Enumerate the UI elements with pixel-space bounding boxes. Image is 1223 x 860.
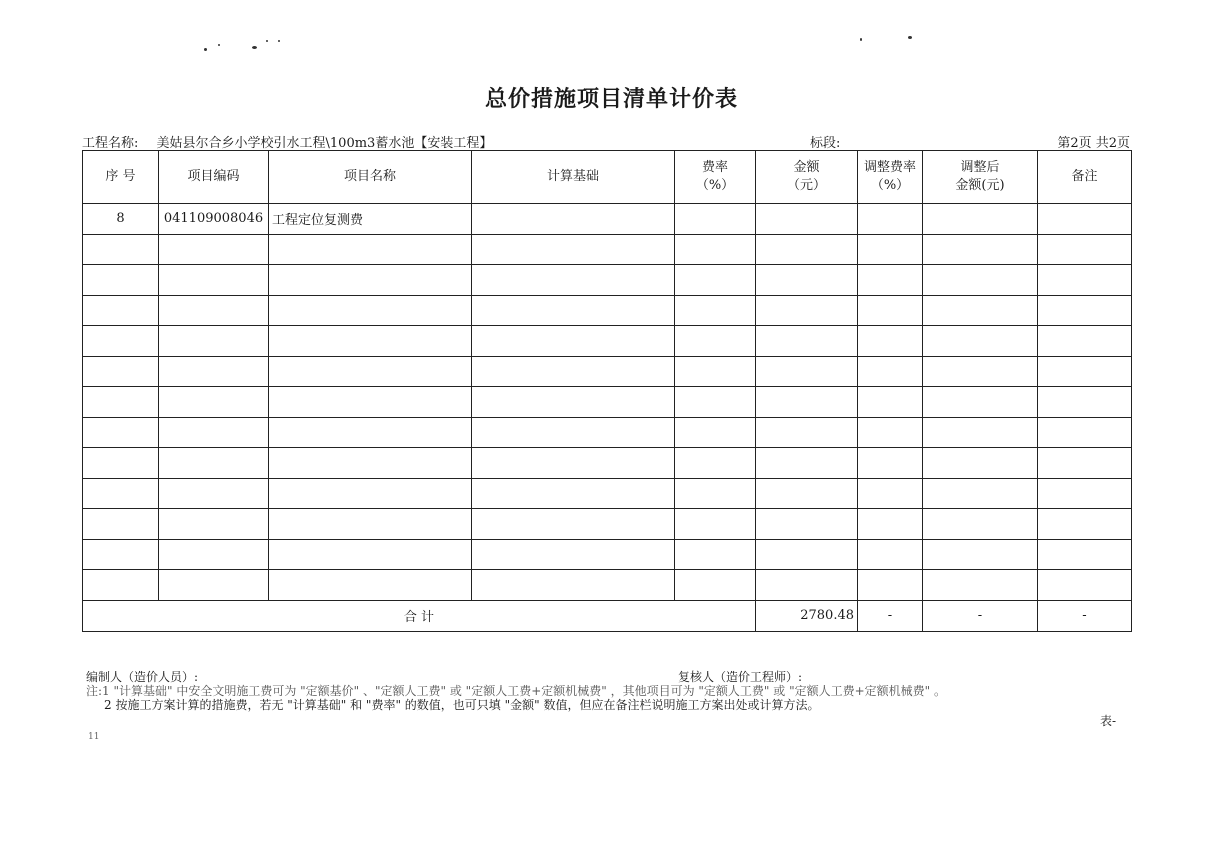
document-title: 总价措施项目清单计价表 [484, 86, 738, 112]
scan-speck [218, 44, 220, 46]
table-row-empty [83, 326, 1132, 357]
table-row-empty [83, 234, 1132, 265]
measure-cost-table [82, 150, 1132, 632]
section-label: 标段: [810, 136, 841, 151]
cell-code: 041109008046 [159, 204, 269, 235]
col-header-adj-amount: 调整后 金额(元) [923, 151, 1038, 204]
cell-basis [472, 204, 675, 235]
total-adj-rate: - [858, 600, 923, 631]
table-row-empty [83, 539, 1132, 570]
table-header-row [83, 151, 1132, 204]
scan-speck [252, 46, 257, 49]
scan-speck [266, 40, 268, 42]
scan-speck [278, 40, 280, 42]
table-row-empty [83, 265, 1132, 296]
col-header-basis: 计算基础 [472, 151, 675, 204]
col-header-amount: 金额 （元） [756, 151, 858, 204]
table-row-empty [83, 478, 1132, 509]
total-remark: - [1038, 600, 1132, 631]
document-info-row [82, 132, 1130, 150]
col-header-name: 项目名称 [269, 151, 472, 204]
page-info: 第2页 共2页 [1057, 136, 1130, 151]
col-header-seq: 序 号 [83, 151, 159, 204]
reviewer-label: 复核人（造价工程师）: [678, 670, 803, 684]
form-number: 表- [1100, 714, 1117, 728]
total-label: 合 计 [83, 600, 756, 631]
cell-amount [756, 204, 858, 235]
scan-speck [204, 48, 207, 51]
total-adj-amount: - [923, 600, 1038, 631]
table-row [83, 204, 1132, 235]
cell-adj-rate [858, 204, 923, 235]
scan-speck [860, 38, 862, 41]
footnote-2: 2 按施工方案计算的措施费，若无 "计算基础" 和 "费率" 的数值，也可只填 "金额" 数值，但应在备注栏说明施工方案出处或计算方法。 [104, 698, 820, 712]
table-row-empty [83, 509, 1132, 540]
table-row-empty [83, 387, 1132, 418]
total-amount: 2780.48 [756, 600, 858, 631]
col-header-code: 项目编码 [159, 151, 269, 204]
project-name-line [82, 132, 492, 151]
cell-seq: 8 [83, 204, 159, 235]
table-row-empty [83, 295, 1132, 326]
project-name: 美姑县尔合乡小学校引水工程\100m3蓄水池【安装工程】 [156, 136, 493, 151]
col-header-adj-rate: 调整费率 （%） [858, 151, 923, 204]
cell-rate [675, 204, 756, 235]
project-name-label: 工程名称: [82, 136, 139, 151]
table-row-empty [83, 417, 1132, 448]
table-row-empty [83, 570, 1132, 601]
col-header-remark: 备注 [1038, 151, 1132, 204]
footnote-1: 注:1 "计算基础" 中安全文明施工费可为 "定额基价" 、"定额人工费" 或 "定额人工费+定额机械费" ，其他项目可为 "定额人工费" 或 "定额人工费+定额机械费" 。 [86, 684, 946, 698]
table-row-empty [83, 356, 1132, 387]
scan-speck [908, 36, 912, 39]
cell-adj-amount [923, 204, 1038, 235]
corner-mark: 11 [88, 732, 100, 742]
preparer-label: 编制人（造价人员）: [86, 670, 199, 684]
col-header-rate: 费率 （%） [675, 151, 756, 204]
cell-remark [1038, 204, 1132, 235]
table-row-empty [83, 448, 1132, 479]
table-total-row [83, 600, 1132, 631]
cell-name: 工程定位复测费 [269, 204, 472, 235]
